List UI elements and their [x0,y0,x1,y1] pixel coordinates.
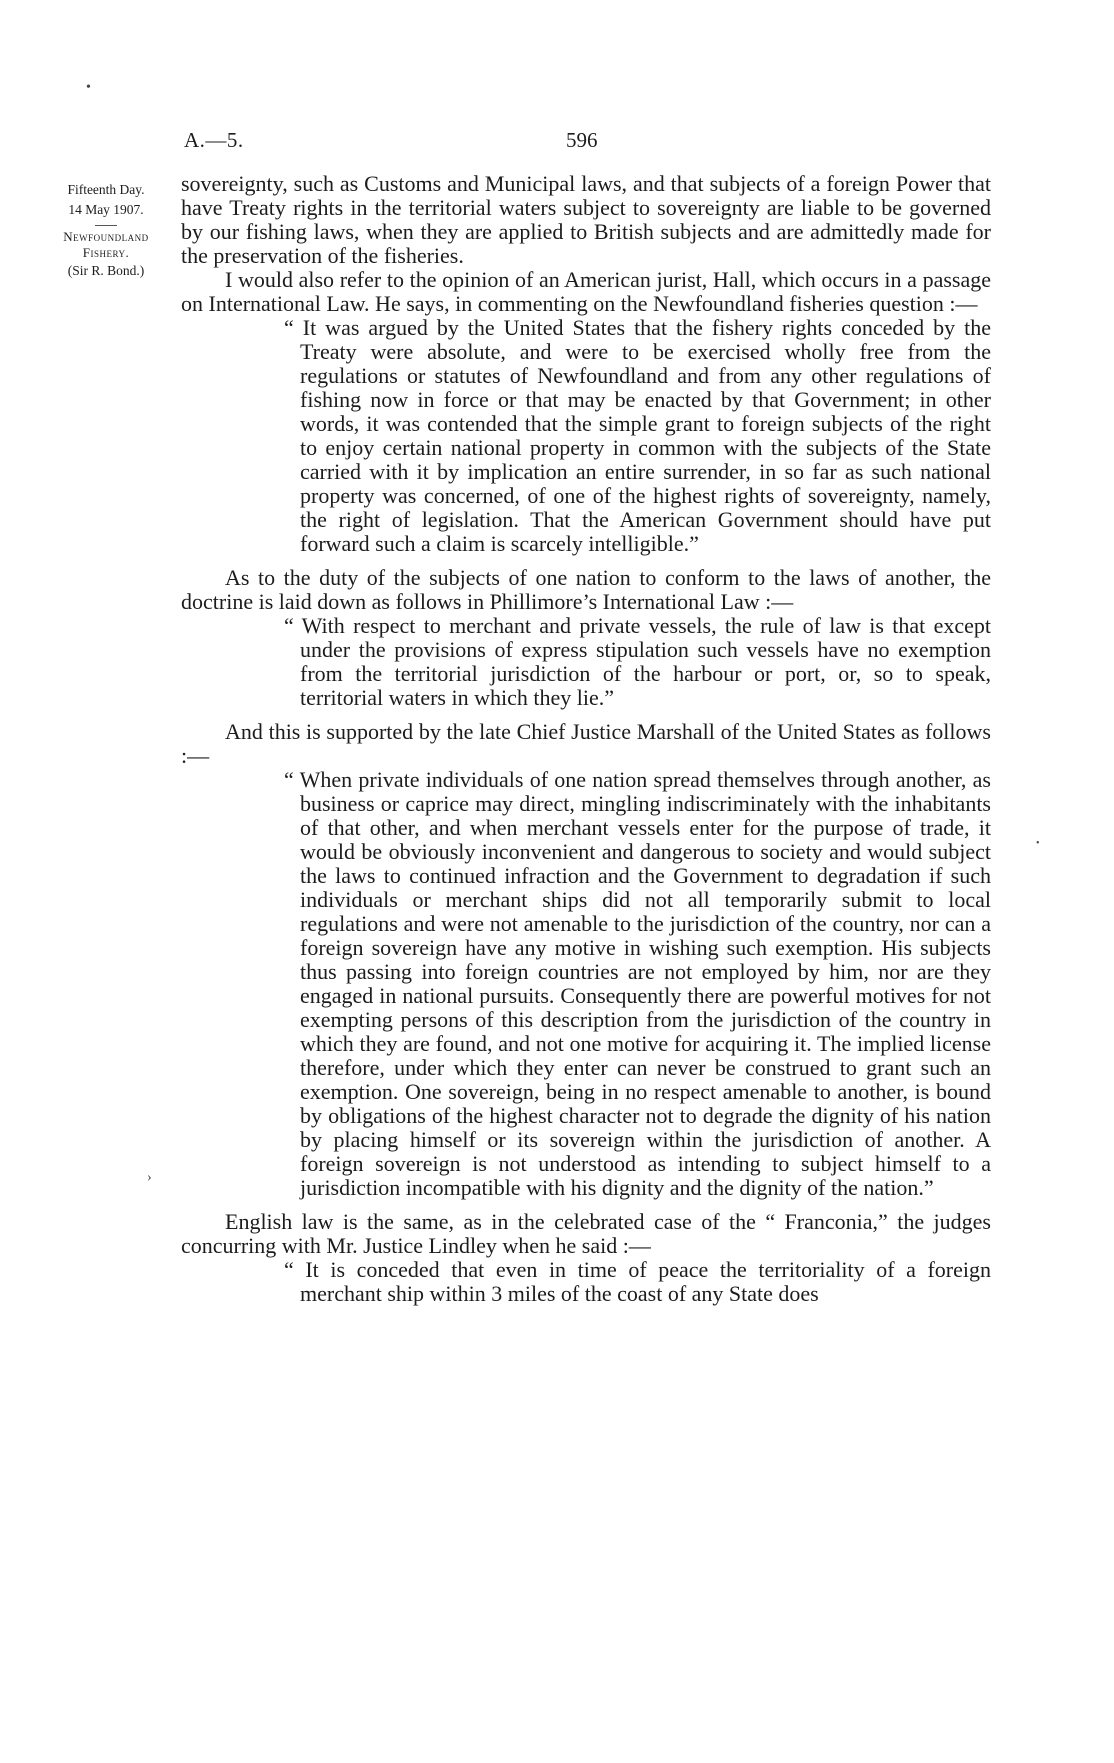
page-speck: › [147,1170,152,1185]
quote-marshall: “ When private individuals of one nation spread themselves through another, as business or caprice may direct, mingling indiscriminately with the inhabitants of that other, and when merchant vessels enter for the purpose of trade, it would be obviously inconvenient and dangerous to society and would subject the laws to continued infraction and the Government to degradation if such individuals or merchant ships did not all temporarily submit to local regulations and were not amenable to the jurisdiction of the country, nor can a foreign sovereign have any motive in wishing such exemption. His subjects thus passing into foreign countries are not employed by him, nor are they engaged in national pursuits. Consequently there are powerful motives for not exempting persons of this description from the jurisdiction of the country in which they are found, and not one motive for acquiring it. The implied license therefore, under which they enter can never be construed to grant such an exemption. One sovereign, being in no respect amenable to another, is bound by obligations of the highest character not to degrade the dignity of his nation by placing himself or its sovereign within the jurisdiction of another. A foreign sovereign is not understood as intending to subject himself to a jurisdiction incompatible with his dignity and the dignity of the nation.” [284,767,991,1200]
paragraph-marshall-intro: And this is supported by the late Chief Justice Marshall of the United States as follows :— [181,719,991,768]
quote-phillimore: “ With respect to merchant and private vessels, the rule of law is that except under the provisions of express stipulation such vessels have no exemption from the territorial jurisdiction of the harbour or port, or, so to speak, territorial waters in which they lie.” [284,613,991,710]
margin-topic-line1: Newfoundland [63,229,149,244]
margin-topic-line2: Fishery. [82,245,130,260]
document-reference: A.—5. [184,128,244,152]
paragraph-continuation: sovereignty, such as Customs and Municipal laws, and that subjects of a foreign Power that have Treaty rights in the territorial waters subject to sovereignty are liable to be governed by our fishing laws, when they are applied to British subjects and are admittedly made for the preservation of the fisheries. [181,171,991,268]
body-text [181,172,991,1306]
paragraph-phillimore-intro: As to the duty of the subjects of one nation to conform to the laws of another, the doctrine is laid down as follows in Phillimore’s International Law :— [181,565,991,614]
margin-day: Fifteenth Day. [67,182,145,197]
quote-hall: “ It was argued by the United States that the fishery rights conceded by the Treaty were absolute, and were to be exercised wholly free from the regulations or statutes of Newfoundland and from any other regulations of fishing now in force or that may be enacted by that Government; in other words, it was contended that the simple grant to foreign subjects of the right to enjoy certain national property in common with the subjects of the State carried with it by implication an entire surrender, in so far as such national property was concerned, of one of the highest rights of sovereignty, namely, the right of legislation. That the American Government should have put forward such a claim is scarcely intelligible.” [284,315,991,556]
quote-lindley: “ It is conceded that even in time of peace the territoriality of a foreign merchant ship within 3 miles of the coast of any State does [284,1257,991,1306]
margin-date: 14 May 1907. [68,202,144,217]
margin-speaker: (Sir R. Bond.) [67,263,145,278]
paragraph-hall-intro: I would also refer to the opinion of an American jurist, Hall, which occurs in a passage on International Law. He says, in commenting on the Newfoundland fisheries question :— [181,267,991,316]
margin-divider [95,225,117,226]
paragraph-franconia-intro: English law is the same, as in the celebrated case of the “ Franconia,” the judges concurring with Mr. Justice Lindley when he said :— [181,1209,991,1258]
margin-note [28,180,184,281]
page-number: 596 [566,128,598,152]
page-speck: • [1036,838,1040,849]
page-speck: • [86,80,91,95]
